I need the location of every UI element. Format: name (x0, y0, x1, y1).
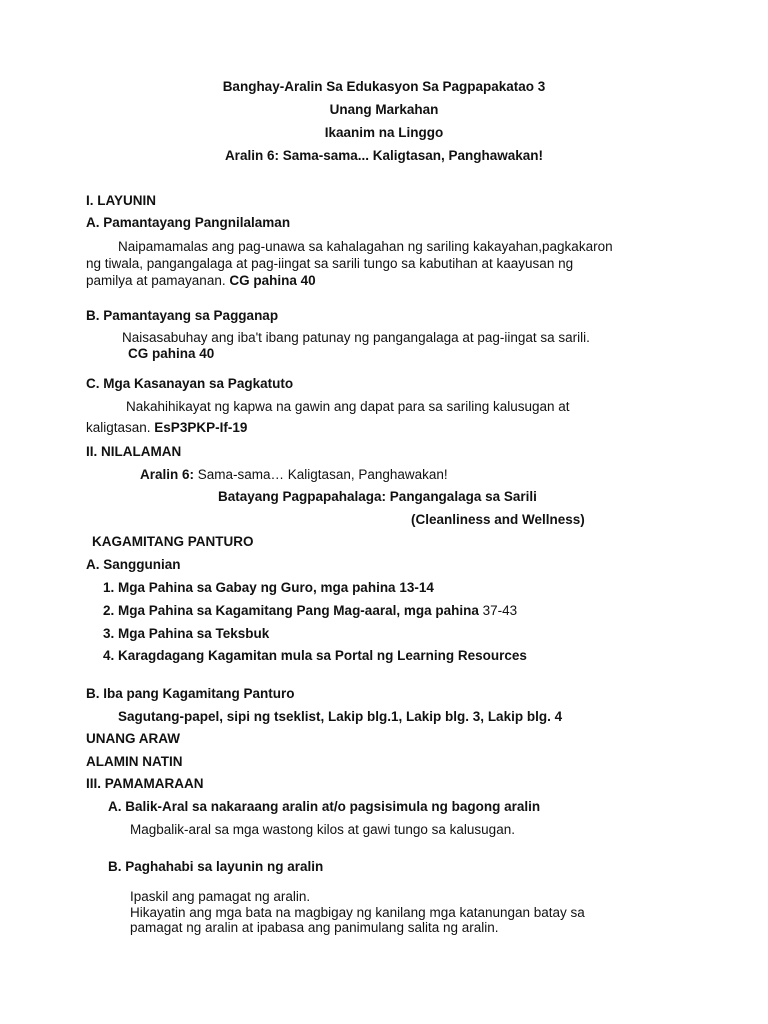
aralin-label: Aralin 6: (140, 467, 198, 482)
batayang-pagpapahalaga: Batayang Pagpapahalaga: Pangangalaga sa Sarili (218, 489, 537, 504)
sanggunian-heading: A. Sanggunian (86, 557, 181, 572)
sanggunian-item-2-text: 2. Mga Pahina sa Kagamitang Pang Mag-aaral, mga pahina (103, 603, 479, 618)
kasanayan-line-1: Nakahihikayat ng kapwa na gawin ang dapat para sa sariling kalusugan at (126, 399, 570, 414)
paghahabi-heading: B. Paghahabi sa layunin ng aralin (108, 859, 324, 874)
iba-pang-kagamitan-heading: B. Iba pang Kagamitang Panturo (86, 686, 295, 701)
aralin-text: Sama-sama… Kaligtasan, Panghawakan! (197, 467, 448, 482)
pangnilalaman-line-1: Naipamamalas ang pag-unawa sa kahalagahan ng sariling kakayahan,pagkakaron (118, 239, 613, 254)
kasanayan-line-2-text: kaligtasan. (86, 420, 155, 435)
balik-aral-text: Magbalik-aral sa mga wastong kilos at gawi tungo sa kalusugan. (130, 822, 515, 837)
pangnilalaman-line-2: ng tiwala, pangangalaga at pag-iingat sa sarili tungo sa kabutihan at kaayusan ng (86, 256, 574, 271)
iba-pang-kagamitan-text: Sagutang-papel, sipi ng tseklist, Lakip blg.1, Lakip blg. 3, Lakip blg. 4 (118, 709, 563, 724)
pagganap-cg-reference: CG pahina 40 (128, 346, 215, 361)
pangnilalaman-line-3 (86, 272, 316, 289)
sanggunian-item-1: 1. Mga Pahina sa Gabay ng Guro, mga pahina 13-14 (103, 580, 434, 595)
pamantayang-pagganap-heading: B. Pamantayang sa Pagganap (86, 308, 279, 323)
pamantayang-pangnilalaman-heading: A. Pamantayang Pangnilalaman (86, 215, 291, 230)
paghahabi-line-1: Ipaskil ang pamagat ng aralin. (130, 889, 311, 904)
kasanayan-line-2 (86, 419, 247, 436)
balik-aral-heading: A. Balik-Aral sa nakaraang aralin at/o pagsisimula ng bagong aralin (108, 799, 541, 814)
unang-araw-heading: UNANG ARAW (86, 731, 180, 746)
cleanliness-wellness: (Cleanliness and Wellness) (411, 512, 585, 527)
lesson-title: Aralin 6: Sama-sama... Kaligtasan, Panghawakan! (224, 148, 544, 163)
week-label: Ikaanim na Linggo (324, 125, 444, 140)
nilalaman-heading: II. NILALAMAN (86, 444, 182, 459)
sanggunian-item-3: 3. Mga Pahina sa Teksbuk (103, 626, 270, 641)
layunin-heading: I. LAYUNIN (86, 193, 157, 208)
alamin-natin-heading: ALAMIN NATIN (86, 754, 183, 769)
pamamaraan-heading: III. PAMAMARAAN (86, 776, 204, 791)
nilalaman-aralin (140, 466, 448, 483)
sanggunian-item-2 (103, 602, 517, 619)
kasanayan-heading: C. Mga Kasanayan sa Pagkatuto (86, 376, 294, 391)
paghahabi-line-3: pamagat ng aralin at ipabasa ang panimulang salita ng aralin. (130, 920, 499, 935)
cg-reference: CG pahina 40 (229, 273, 316, 288)
competency-code: EsP3PKP-If-19 (154, 420, 248, 435)
document-title: Banghay-Aralin Sa Edukasyon Sa Pagpapakatao 3 (222, 79, 546, 94)
sanggunian-item-2-pages: 37-43 (478, 603, 518, 618)
sanggunian-item-4: 4. Karagdagang Kagamitan mula sa Portal ng Learning Resources (103, 648, 527, 663)
quarter-label: Unang Markahan (329, 102, 439, 117)
kagamitan-heading: KAGAMITANG PANTURO (92, 534, 254, 549)
paghahabi-line-2: Hikayatin ang mga bata na magbigay ng kanilang mga katanungan batay sa (130, 905, 585, 920)
pagganap-line-1: Naisasabuhay ang iba't ibang patunay ng pangangalaga at pag-iingat sa sarili. (122, 330, 590, 345)
pangnilalaman-line-3-text: pamilya at pamayanan. (86, 273, 230, 288)
